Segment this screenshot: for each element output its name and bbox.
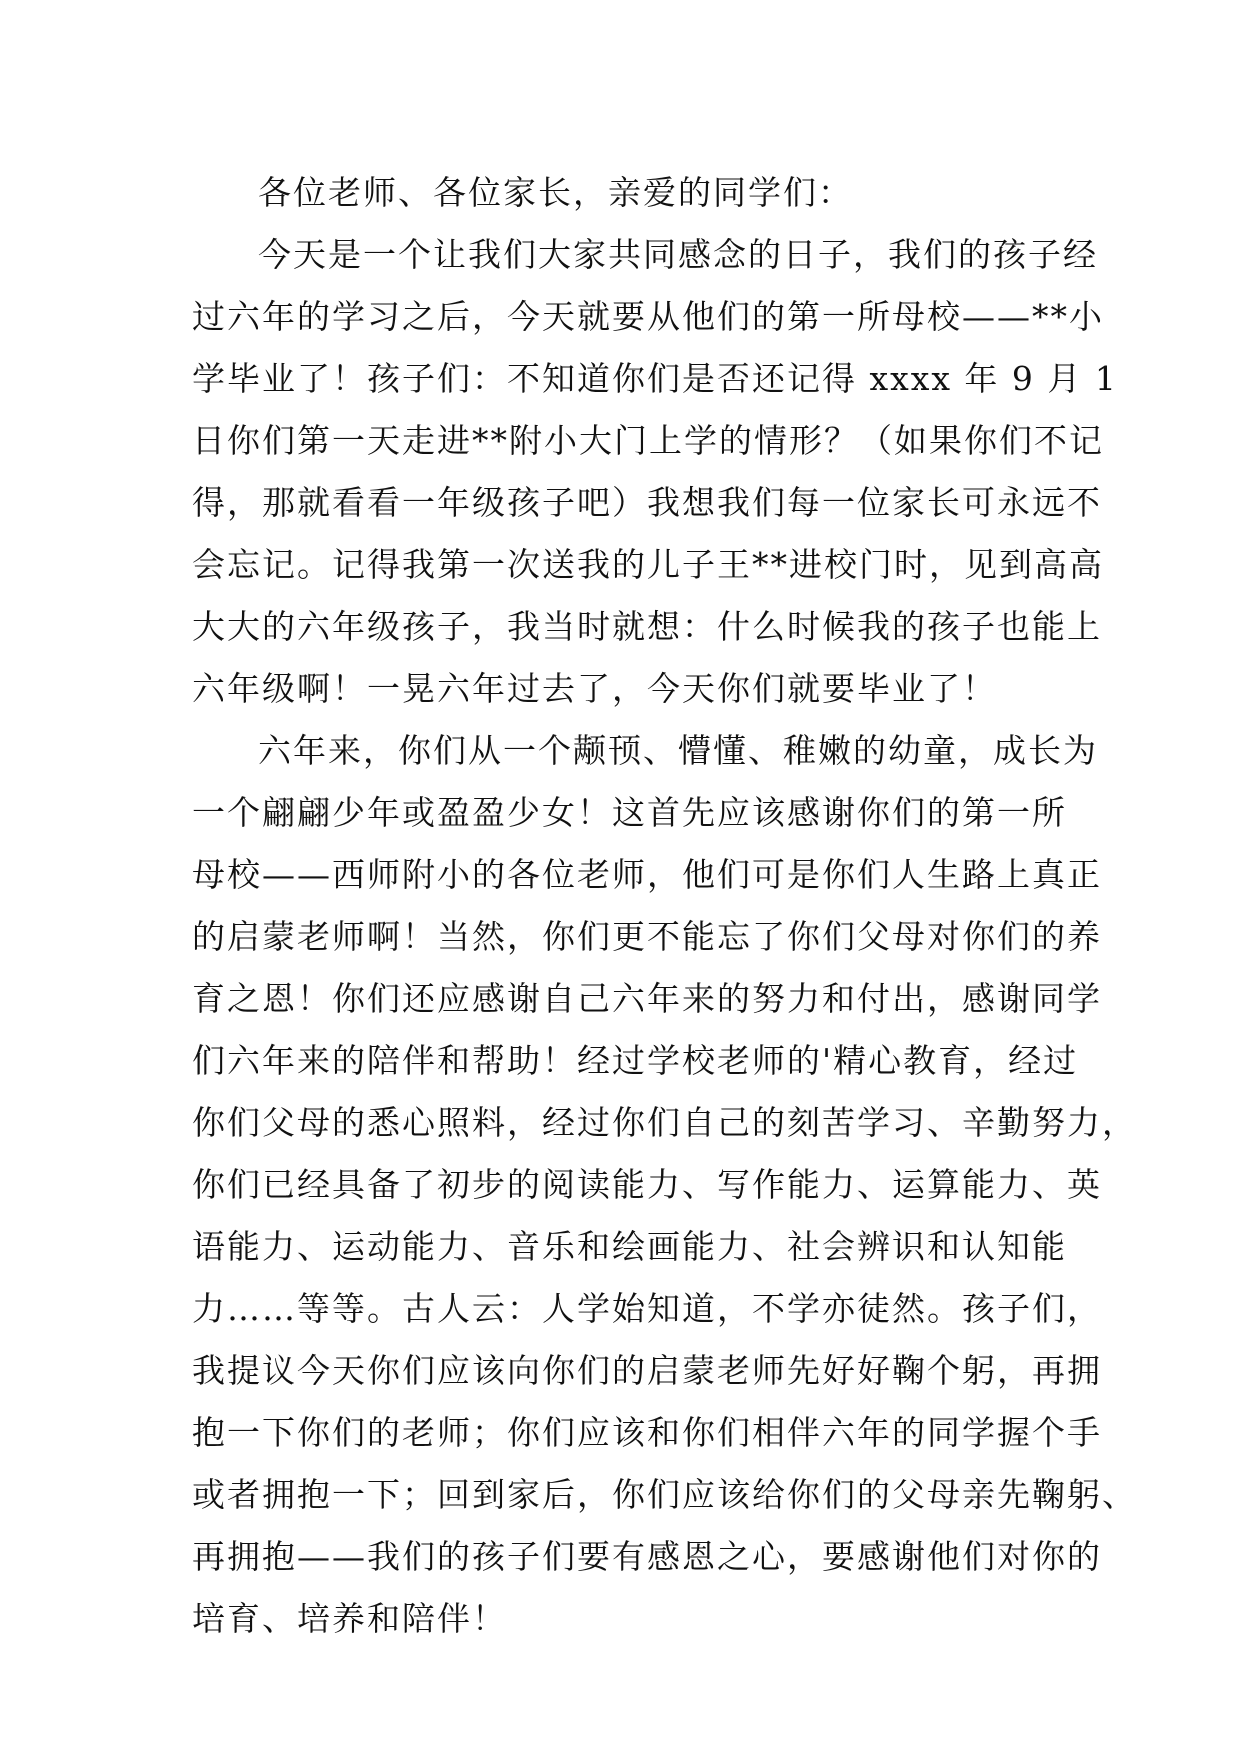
paragraph-line: 六年来，你们从一个颟顸、懵懂、稚嫩的幼童，成长为	[258, 731, 1098, 770]
paragraph-line: 会忘记。记得我第一次送我的儿子王**进校门时，见到高高	[192, 545, 1104, 584]
paragraph-line: 母校——西师附小的各位老师，他们可是你们人生路上真正	[192, 855, 1102, 894]
paragraph-line: 你们父母的悉心照料，经过你们自己的刻苦学习、辛勤努力，	[192, 1103, 1137, 1142]
paragraph-line: 学毕业了！孩子们：不知道你们是否还记得 xxxx 年 9 月 1	[192, 359, 1118, 398]
paragraph-line: 日你们第一天走进**附小大门上学的情形？（如果你们不记	[192, 421, 1104, 460]
paragraph-line: 一个翩翩少年或盈盈少女！这首先应该感谢你们的第一所	[192, 793, 1067, 832]
paragraph-line: 抱一下你们的老师；你们应该和你们相伴六年的同学握个手	[192, 1413, 1102, 1452]
paragraph-line: 你们已经具备了初步的阅读能力、写作能力、运算能力、英	[192, 1165, 1102, 1204]
paragraph-line: 大大的六年级孩子，我当时就想：什么时候我的孩子也能上	[192, 607, 1102, 646]
salutation: 各位老师、各位家长，亲爱的同学们：	[258, 173, 853, 212]
paragraph-1	[192, 224, 1118, 720]
document-body	[192, 162, 1137, 1650]
paragraph-line: 语能力、运动能力、音乐和绘画能力、社会辨识和认知能	[192, 1227, 1067, 1266]
paragraph-line: 的启蒙老师啊！当然，你们更不能忘了你们父母对你们的养	[192, 917, 1102, 956]
paragraph-line: 培育、培养和陪伴！	[192, 1599, 507, 1638]
paragraph-line: 育之恩！你们还应感谢自己六年来的努力和付出，感谢同学	[192, 979, 1102, 1018]
paragraph-2	[192, 720, 1137, 1650]
paragraph-line: 力……等等。古人云：人学始知道，不学亦徒然。孩子们，	[192, 1289, 1102, 1328]
paragraph-line: 六年级啊！一晃六年过去了，今天你们就要毕业了！	[192, 669, 997, 708]
paragraph-line: 过六年的学习之后，今天就要从他们的第一所母校——**小	[192, 297, 1104, 336]
paragraph-line: 再拥抱——我们的孩子们要有感恩之心，要感谢他们对你的	[192, 1537, 1102, 1576]
paragraph-line: 们六年来的陪伴和帮助！经过学校老师的'精心教育，经过	[192, 1041, 1079, 1080]
paragraph-line: 我提议今天你们应该向你们的启蒙老师先好好鞠个躬，再拥	[192, 1351, 1102, 1390]
paragraph-line: 或者拥抱一下；回到家后，你们应该给你们的父母亲先鞠躬、	[192, 1475, 1137, 1514]
paragraph-line: 得，那就看看一年级孩子吧）我想我们每一位家长可永远不	[192, 483, 1102, 522]
paragraph-line: 今天是一个让我们大家共同感念的日子，我们的孩子经	[258, 235, 1098, 274]
